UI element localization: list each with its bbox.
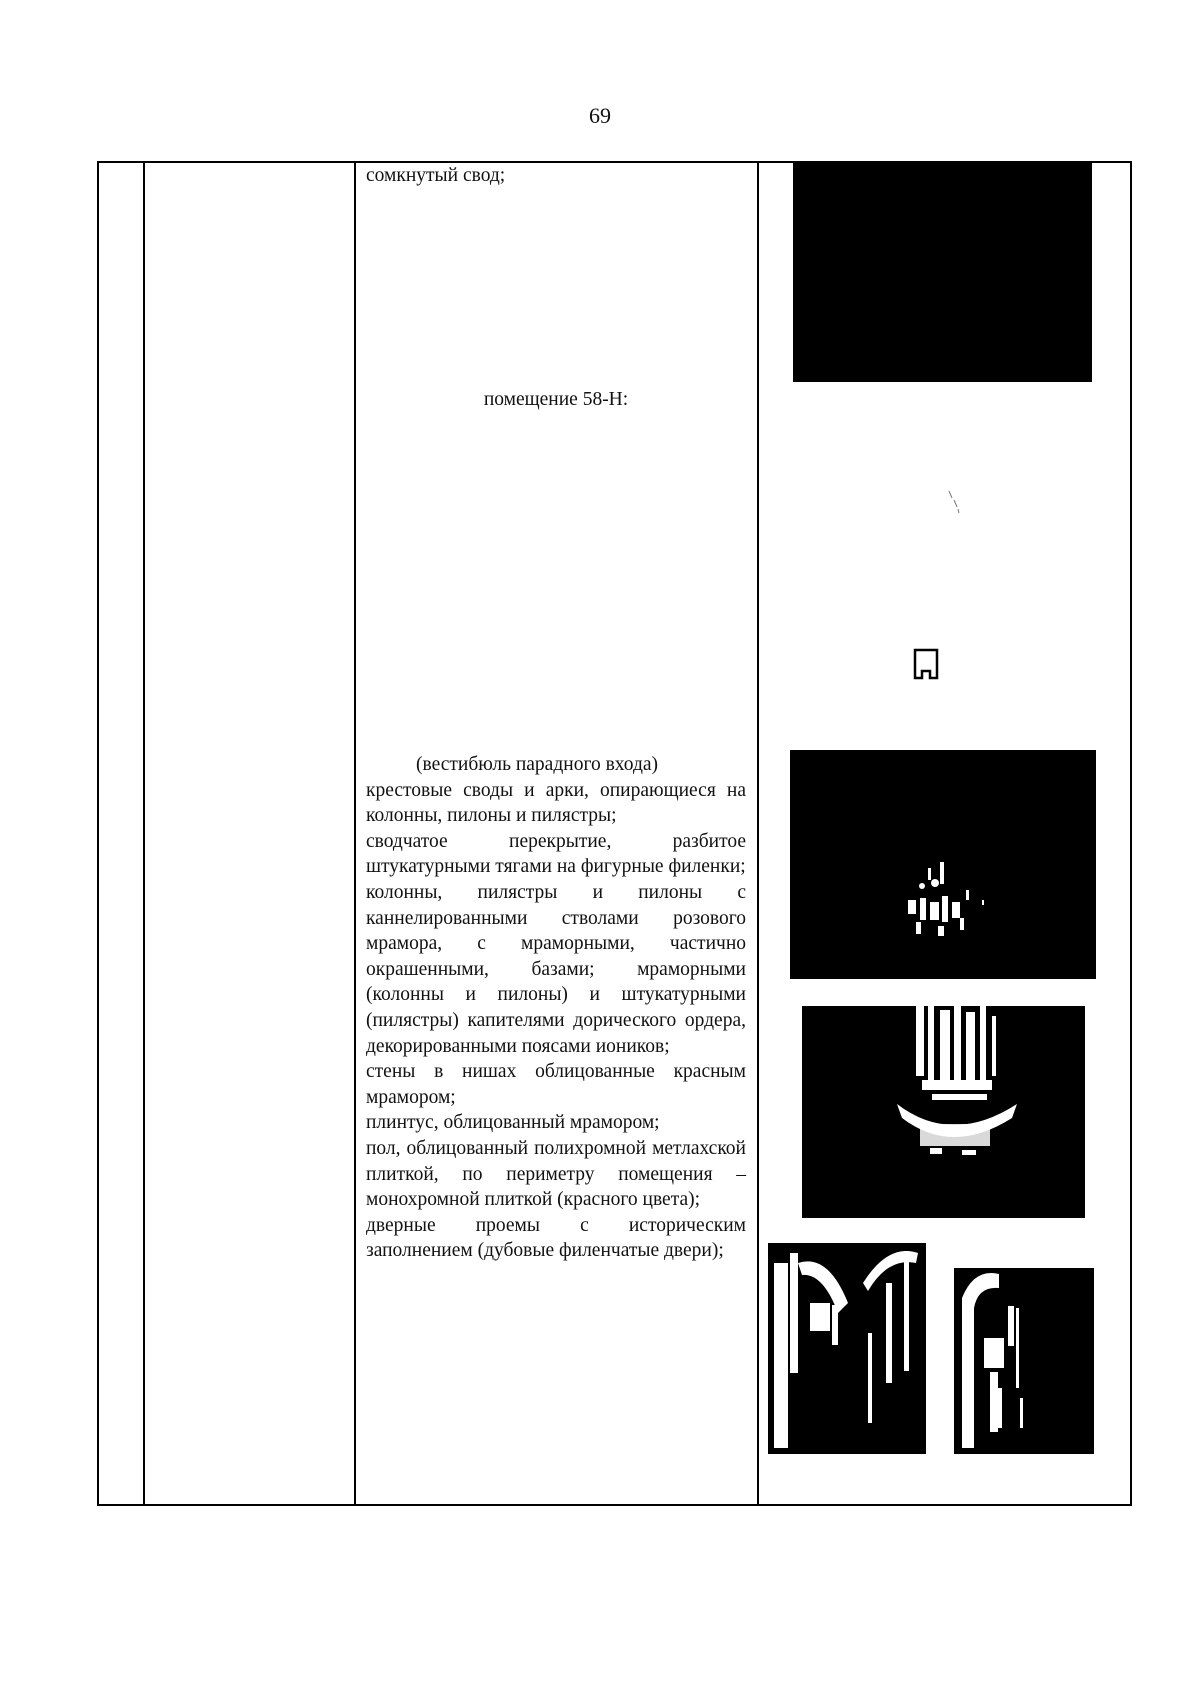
feature-item: дверные проемы с историческим заполнением (дубовые филенчатые двери);	[366, 1214, 746, 1262]
feature-item: плинтус, облицованный мрамором;	[366, 1112, 660, 1134]
feature-item: сводчатое перекрытие, разбитое штукатурными тягами на фигурные филенки;	[366, 830, 746, 878]
page-number: 69	[589, 103, 611, 128]
photo-column-base	[802, 1006, 1085, 1218]
column-divider-1	[143, 161, 145, 1506]
photo-chandelier	[790, 750, 1096, 979]
first-item: сомкнутый свод;	[366, 165, 506, 186]
column-divider-3	[757, 161, 759, 1506]
column-divider-2	[354, 161, 356, 1506]
photo-vault	[793, 161, 1092, 382]
speck-mark	[948, 490, 960, 514]
feature-item: пол, облицованный полихромной метлахской плиткой, по периметру помещения – монохромной плиткой (красного цвета);	[366, 1137, 746, 1211]
features-list	[366, 752, 746, 1264]
feature-item: крестовые своды и арки, опирающиеся на колонны, пилоны и пилястры;	[366, 779, 746, 827]
photo-arches	[768, 1243, 926, 1454]
room-subheading: (вестибюль парадного входа)	[416, 754, 659, 775]
room-heading-cell	[366, 387, 746, 413]
floor-plan-icon	[913, 648, 939, 680]
feature-item: колонны, пилястры и пилоны с каннелированными стволами розового мрамора, с мраморными, частично окрашенными, базами; мраморными (колонны и пилоны) и штукатурными (пилястры) капителями дорического ордера, декорированными поясами иоников;	[366, 881, 746, 1057]
room-heading: помещение 58-Н:	[483, 389, 629, 410]
photo-doorway	[954, 1268, 1094, 1454]
first-item-cell	[366, 163, 746, 189]
feature-item: стены в нишах облицованные красным мрамором;	[366, 1061, 746, 1108]
